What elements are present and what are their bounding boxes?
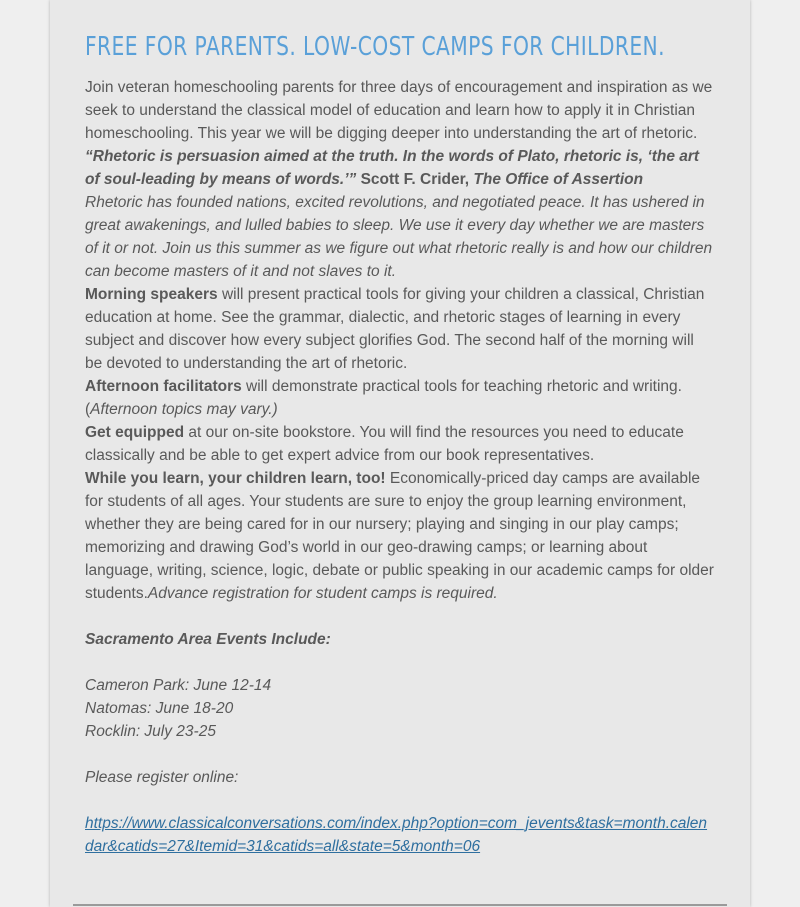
spacer bbox=[85, 789, 715, 812]
rhetoric-paragraph: Rhetoric has founded nations, excited revolutions, and negotiated peace. It has ushered in great awakenings, and lulled babies to sleep. We use it every day whether we are masters of it or not. Join us this summer as we figure out what rhetoric really is and how our children can become masters of it and not slaves to it. bbox=[85, 194, 713, 280]
spacer bbox=[85, 743, 715, 766]
event-item: Rocklin: July 23-25 bbox=[85, 723, 216, 740]
equipped-lead: Get equipped bbox=[85, 424, 185, 441]
quote-text: “Rhetoric is persuasion aimed at the truth. In the words of Plato, rhetoric is, ‘the art of soul-leading by means of words.’” bbox=[85, 148, 700, 188]
page-title: FREE FOR PARENTS. LOW-COST CAMPS FOR CHILDREN. bbox=[85, 32, 665, 62]
newsletter-card bbox=[50, 0, 750, 907]
divider bbox=[73, 904, 727, 906]
spacer bbox=[85, 651, 715, 674]
quote-book: The Office of Assertion bbox=[473, 171, 644, 188]
register-link[interactable]: https://www.classicalconversations.com/index.php?option=com_jevents&task=month.calendar&catids=27&Itemid=31&catids=all&state=5&month=06 bbox=[85, 815, 708, 855]
children-text: Economically-priced day camps are available for students of all ages. Your students are sure to enjoy the group learning environment, whether they are being cared for in our nursery; playing and singing in our play camps; memorizing and drawing God’s world in our geo-drawing camps; or learning about language, writing, science, logic, debate or public speaking in our academic camps for older students. bbox=[85, 470, 714, 602]
spacer bbox=[85, 605, 715, 628]
afternoon-paragraph bbox=[85, 375, 715, 421]
morning-text: will present practical tools for giving your children a classical, Christian education at home. See the grammar, dialectic, and rhetoric stages of learning in every subject and discover how every subject glorifies God. The second half of the morning will be devoted to understanding the art of rhetoric. bbox=[85, 286, 705, 372]
afternoon-lead: Afternoon facilitators bbox=[85, 378, 242, 395]
equipped-text: at our on-site bookstore. You will find the resources you need to educate classically and be able to get expert advice from our book representatives. bbox=[85, 424, 684, 464]
equipped-paragraph bbox=[85, 421, 715, 467]
register-label: Please register online: bbox=[85, 769, 239, 786]
children-paragraph bbox=[85, 467, 715, 605]
afternoon-text: will demonstrate practical tools for teaching rhetoric and writing. ( bbox=[85, 378, 682, 418]
event-item: Natomas: June 18-20 bbox=[85, 700, 234, 717]
article-body bbox=[85, 30, 715, 858]
morning-paragraph bbox=[85, 283, 715, 375]
quote-author: Scott F. Crider, bbox=[356, 171, 474, 188]
intro-paragraph: Join veteran homeschooling parents for three days of encouragement and inspiration as we seek to understand the classical model of education and learn how to apply it in Christian homeschooling. This year we will be digging deeper into understanding the art of rhetoric. bbox=[85, 79, 713, 142]
afternoon-note: Afternoon topics may vary.) bbox=[90, 401, 278, 418]
children-lead: While you learn, your children learn, too! bbox=[85, 470, 386, 487]
events-title: Sacramento Area Events Include: bbox=[85, 631, 331, 648]
event-item: Cameron Park: June 12-14 bbox=[85, 677, 272, 694]
morning-lead: Morning speakers bbox=[85, 286, 218, 303]
quote-paragraph bbox=[85, 145, 715, 191]
children-note: Advance registration for student camps is required. bbox=[147, 585, 498, 602]
